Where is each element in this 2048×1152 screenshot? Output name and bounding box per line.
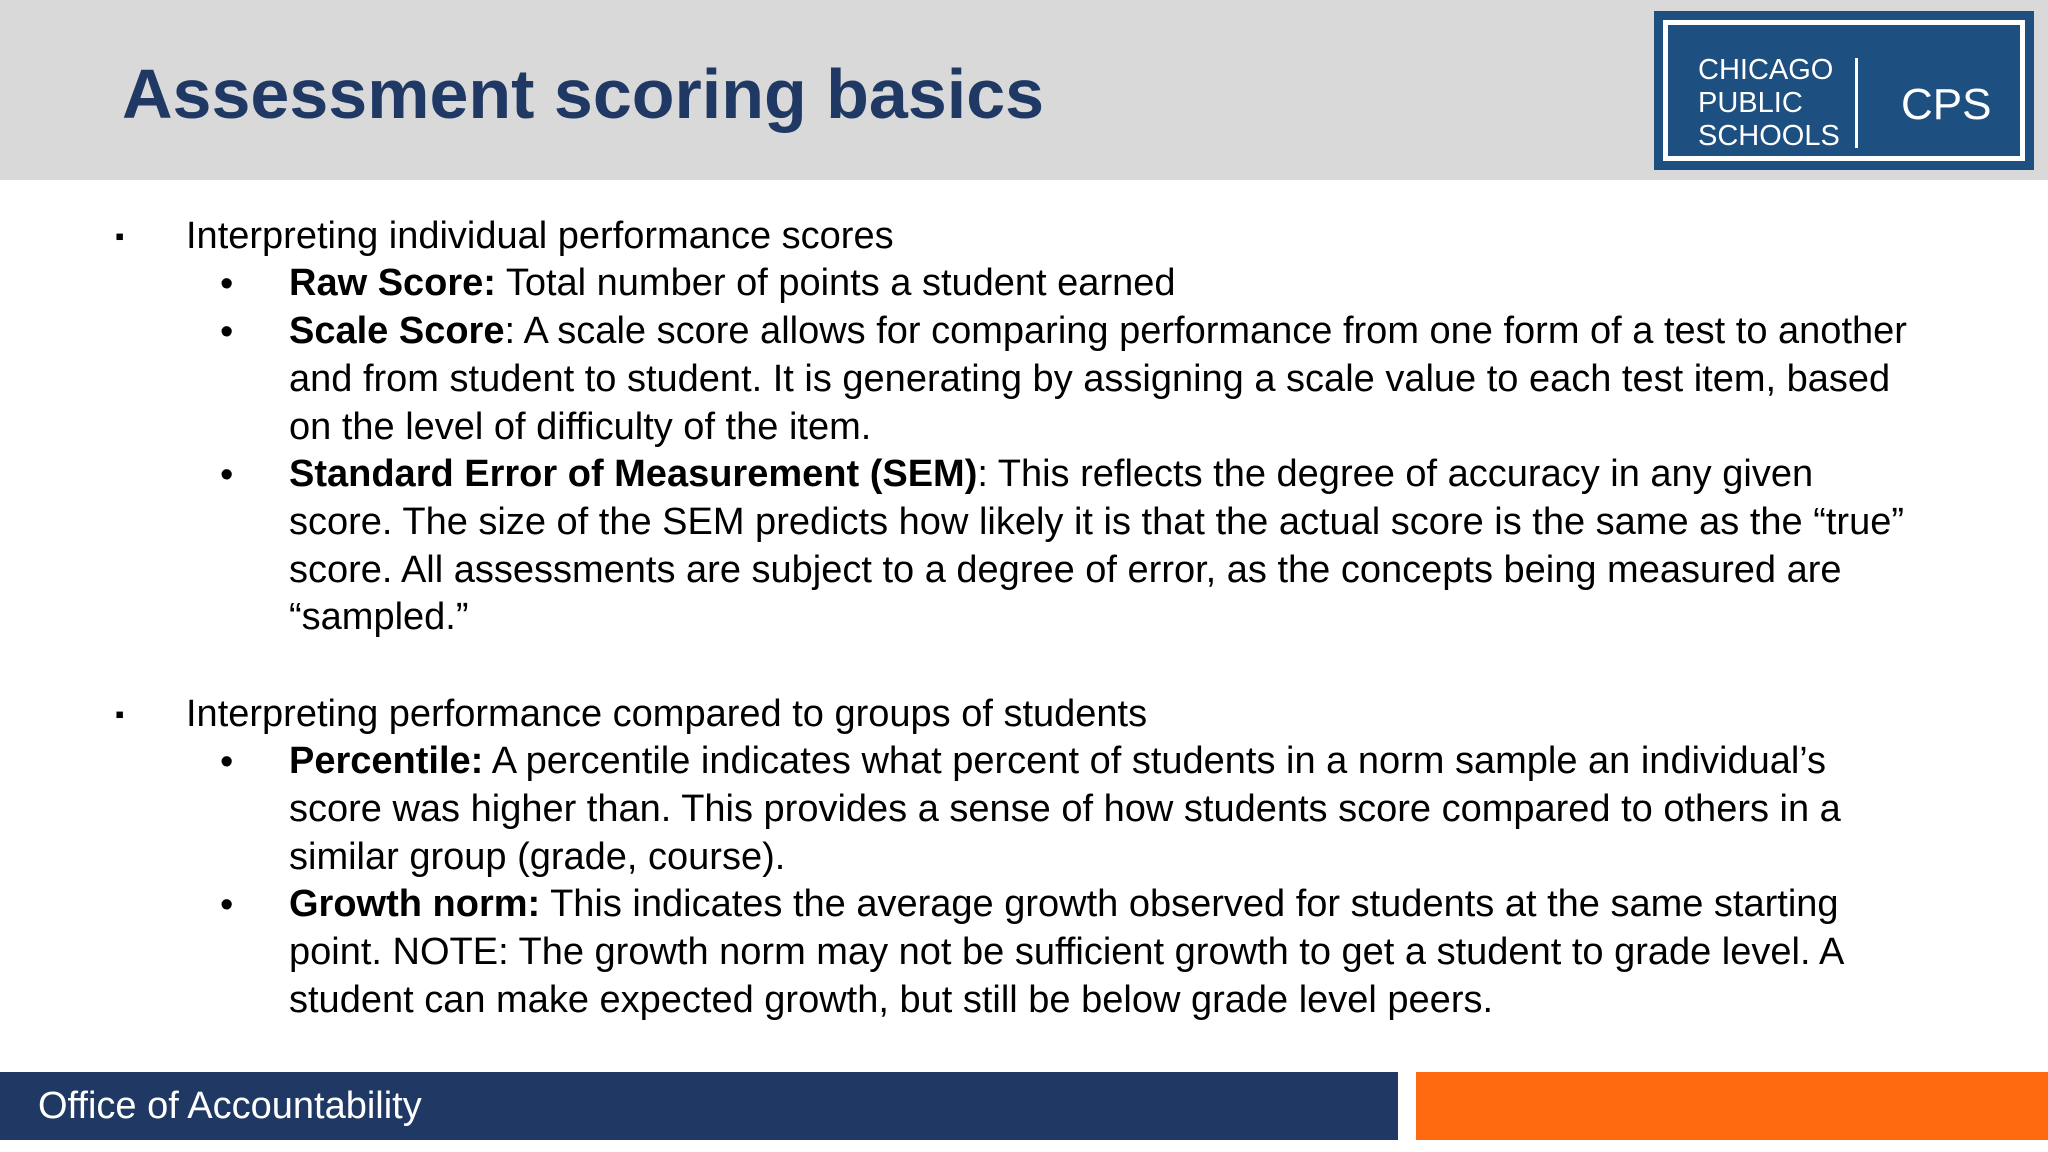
footer-label: Office of Accountability (38, 1085, 422, 1127)
square-bullet-icon: ▪ (115, 221, 125, 251)
item-description: Total number of points a student earned (495, 262, 1176, 304)
logo-line-chicago: CHICAGO (1698, 54, 1834, 86)
list-item (289, 260, 1909, 308)
round-bullet-icon: • (220, 741, 234, 783)
footer-bar (0, 1072, 1398, 1140)
list-item (289, 881, 1909, 1024)
square-bullet-icon: ▪ (115, 699, 125, 729)
list-item (289, 738, 1909, 881)
item-term: Percentile: (289, 740, 484, 782)
item-description: This indicates the average growth observed for students at the same starting point. NOTE: The growth norm may not be sufficient growth to get a student to grade level. A student can make expected growth, but still be below grade level peers. (289, 883, 1843, 1021)
round-bullet-icon: • (220, 263, 234, 305)
logo-line-public: PUBLIC (1698, 87, 1803, 119)
item-term: Scale Score (289, 310, 505, 352)
footer-accent-bar (1416, 1072, 2048, 1140)
item-description: : A scale score allows for comparing performance from one form of a test to another and from student to student. It is generating by assigning a scale value to each test item, based on the level of difficulty of the item. (289, 310, 1907, 448)
round-bullet-icon: • (220, 311, 234, 353)
section-heading: Interpreting performance compared to groups of students (186, 693, 1148, 735)
item-description: A percentile indicates what percent of students in a norm sample an individual’s score was higher than. This provides a sense of how students score compared to others in a similar group (grade, course). (289, 740, 1841, 878)
logo-abbreviation: CPS (1901, 80, 1992, 129)
slide-title: Assessment scoring basics (122, 55, 1045, 133)
section-heading: Interpreting individual performance scores (186, 215, 894, 257)
item-term: Standard Error of Measurement (SEM) (289, 453, 978, 495)
item-description: : This reflects the degree of accuracy in any given score. The size of the SEM predicts how likely it is that the actual score is the same as the “true” score. All assessments are subject to a degree of error, as the concepts being measured are “sampled.” (289, 453, 1904, 639)
round-bullet-icon: • (220, 454, 234, 496)
round-bullet-icon: • (220, 884, 234, 926)
logo-line-schools: SCHOOLS (1698, 120, 1840, 152)
list-item (289, 308, 1909, 451)
item-term: Growth norm: (289, 883, 541, 925)
list-item (289, 451, 1909, 642)
item-term: Raw Score: (289, 262, 496, 304)
